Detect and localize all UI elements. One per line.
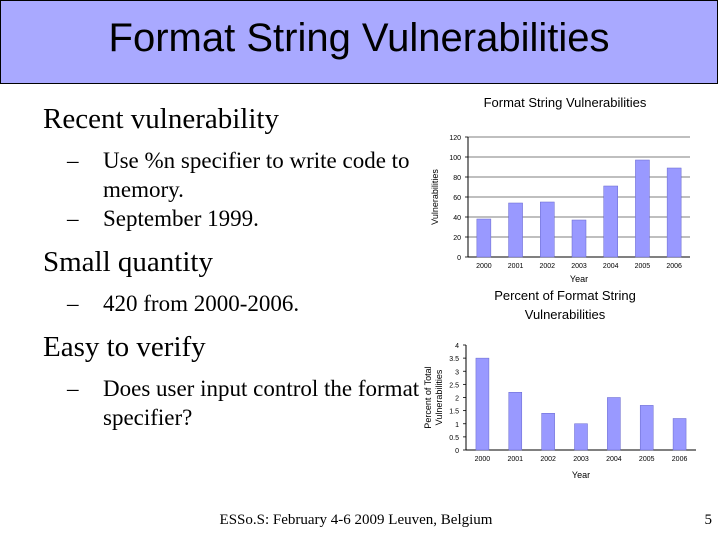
- chart-title: Format String Vulnerabilities: [483, 95, 647, 110]
- dash: –: [67, 376, 79, 401]
- y-axis-label: Vulnerabilities: [430, 169, 440, 225]
- y-tick-label: 60: [453, 195, 461, 202]
- x-tick-label: 2003: [573, 456, 589, 463]
- y-tick-label: 0: [455, 448, 459, 455]
- bar: [607, 398, 620, 451]
- y-tick-label: 4: [455, 343, 459, 350]
- chart-title-line: Percent of Format String: [494, 288, 636, 303]
- chart-title: [494, 288, 636, 322]
- y-tick-label: 3: [455, 369, 459, 377]
- bullet-group: [43, 102, 423, 233]
- y-tick-label: 0: [457, 255, 461, 262]
- x-tick-label: 2002: [540, 456, 556, 463]
- x-axis-label: Year: [571, 470, 591, 480]
- bar: [572, 220, 586, 257]
- x-tick-label: 2005: [634, 263, 651, 270]
- y-tick-label: 0.5: [449, 434, 459, 442]
- sub-bullet-item: [43, 289, 423, 318]
- x-axis-label: Year: [569, 274, 589, 284]
- bar: [575, 424, 588, 450]
- x-tick-label: 2006: [671, 456, 688, 463]
- bar: [476, 358, 489, 450]
- sub-bullet-item: [43, 374, 423, 432]
- sub-bullet-text: Use %n specifier to write code to memory.: [103, 148, 410, 202]
- y-tick-label: 20: [453, 235, 461, 242]
- bullet-list: [43, 102, 423, 444]
- x-tick-label: 2006: [666, 263, 682, 270]
- bar: [673, 419, 686, 451]
- bar: [640, 405, 653, 450]
- x-tick-label: 2001: [507, 263, 524, 270]
- y-tick-label: 80: [453, 175, 461, 182]
- bar: [540, 202, 554, 257]
- title-bar: [0, 0, 718, 84]
- bullet-item: Easy to verify: [43, 331, 206, 363]
- y-tick-label: 40: [453, 215, 461, 222]
- page-number: 5: [704, 512, 712, 528]
- bar: [667, 168, 681, 257]
- sub-bullet-text: September 1999.: [103, 206, 259, 231]
- dash: –: [67, 291, 79, 316]
- y-axis-label-line: Vulnerabilities: [434, 369, 444, 426]
- bullet-item: Recent vulnerability: [43, 103, 279, 135]
- dash: –: [67, 206, 79, 231]
- x-tick-label: 2004: [602, 263, 619, 270]
- bar: [604, 186, 618, 257]
- x-tick-label: 2000: [476, 263, 492, 270]
- y-tick-label: 2: [455, 395, 459, 403]
- sub-bullet-item: [43, 146, 423, 204]
- bar: [477, 219, 491, 257]
- x-tick-label: 2004: [606, 456, 622, 463]
- x-tick-label: 2005: [638, 456, 655, 463]
- y-tick-label: 120: [449, 135, 461, 142]
- slide-title: Format String Vulnerabilities: [108, 15, 610, 60]
- vulnerabilities-chart: [420, 88, 710, 288]
- dash: –: [67, 148, 79, 173]
- sub-bullet-text: Does user input control the format specifier?: [103, 376, 420, 430]
- sub-bullet-item: [43, 204, 423, 233]
- y-tick-label: 1.5: [449, 408, 459, 416]
- bar: [542, 413, 555, 450]
- bar: [635, 160, 649, 257]
- bullet-group: [43, 245, 423, 318]
- sub-bullet-text: 420 from 2000-2006.: [103, 291, 300, 316]
- x-tick-label: 2003: [571, 263, 587, 270]
- bullet-group: [43, 330, 423, 432]
- chart-svg: [420, 88, 710, 288]
- bar: [509, 392, 522, 450]
- y-tick-label: 100: [449, 155, 461, 162]
- bullet-item: Small quantity: [43, 246, 213, 278]
- percent-chart: [420, 286, 710, 486]
- y-tick-label: 3.5: [449, 356, 459, 364]
- y-tick-label: 2.5: [449, 382, 459, 390]
- x-tick-label: 2002: [539, 263, 556, 270]
- chart-title-line: Vulnerabilities: [524, 307, 606, 322]
- y-tick-label: 1: [455, 421, 459, 429]
- chart-svg: [420, 286, 710, 486]
- x-tick-label: 2001: [507, 456, 524, 463]
- footer: ESSo.S: February 4-6 2009 Leuven, Belgium: [219, 512, 493, 528]
- x-tick-label: 2000: [474, 456, 491, 463]
- y-axis-label: [423, 366, 444, 428]
- y-axis-label-line: Percent of Total: [423, 366, 433, 429]
- bar: [509, 203, 523, 257]
